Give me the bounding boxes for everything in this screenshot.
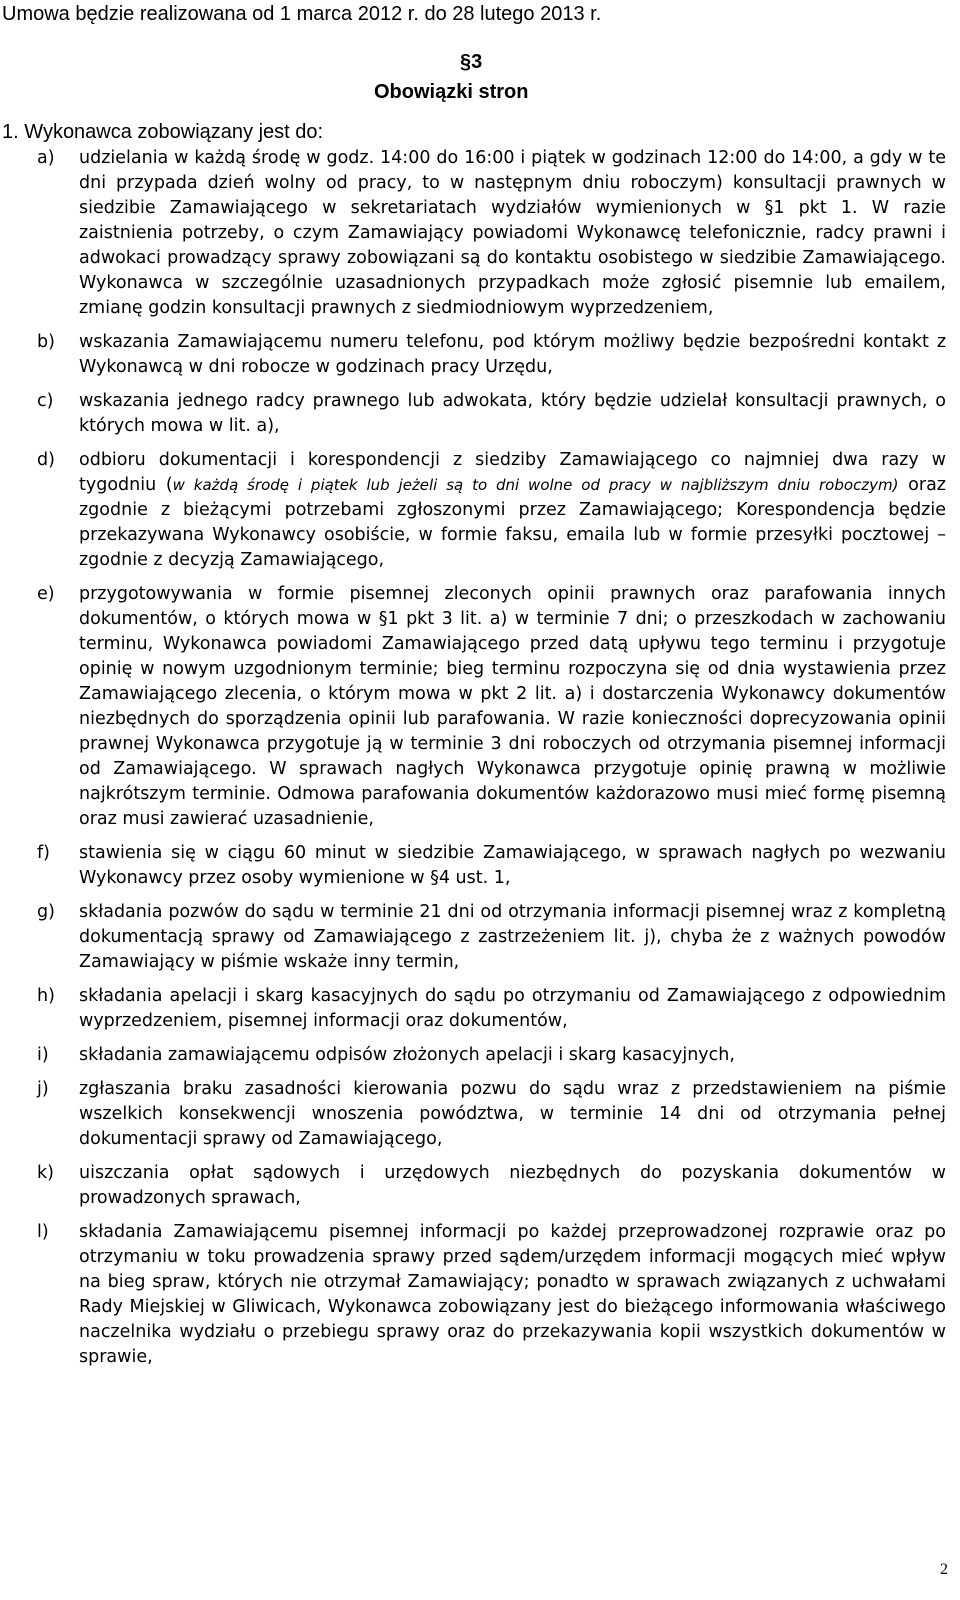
obligations-intro: 1. Wykonawca zobowiązany jest do: bbox=[2, 121, 324, 143]
list-item bbox=[0, 984, 946, 1034]
section-number: §3 bbox=[460, 51, 483, 73]
item-text-before: odbioru dokumentacji i korespondencji z siedziby Zamawiającego co najmniej dwa razy w tygodniu ( bbox=[79, 450, 946, 495]
item-letter: h) bbox=[37, 986, 55, 1006]
item-letter: g) bbox=[37, 902, 55, 922]
list-item bbox=[0, 146, 946, 321]
list-item bbox=[0, 900, 946, 975]
item-text: składania Zamawiającemu pisemnej informacji po każdej przeprowadzonej rozprawie oraz po otrzymaniu w toku prowadzenia sprawy przed sądem/urzędem informacji mogących mieć wpływ na bieg spraw, których nie otrzymał Zamawiający; ponadto w sprawach związanych z uchwałami Rady Miejskiej w Gliwicach, Wykonawca zobowiązany jest do bieżącego informowania właściwego naczelnika wydziału o przebiegu sprawy oraz do przekazywania kopii wszystkich dokumentów w sprawie, bbox=[79, 1222, 946, 1367]
item-text bbox=[79, 448, 946, 573]
item-text: stawienia się w ciągu 60 minut w siedzibie Zamawiającego, w sprawach nagłych po wezwaniu Wykonawcy przez osoby wymienione w §4 ust. 1, bbox=[79, 843, 946, 888]
item-text: zgłaszania braku zasadności kierowania pozwu do sądu wraz z przedstawieniem na piśmie wszelkich konsekwencji wnoszenia powództwa, w terminie 14 dni od otrzymania pełnej dokumentacji sprawy od Zamawiającego, bbox=[79, 1079, 946, 1149]
item-text: składania pozwów do sądu w terminie 21 dni od otrzymania informacji pisemnej wraz z kompletną dokumentacją sprawy od Zamawiającego z zastrzeżeniem lit. j), chyba że z ważnych powodów Zamawiający w piśmie wskaże inny termin, bbox=[79, 902, 946, 972]
list-item bbox=[0, 1043, 946, 1068]
section-title: Obowiązki stron bbox=[374, 81, 529, 103]
item-letter: a) bbox=[37, 148, 55, 168]
list-item bbox=[0, 582, 946, 832]
list-item bbox=[0, 1161, 946, 1211]
item-text: przygotowywania w formie pisemnej zleconych opinii prawnych oraz parafowania innych dokumentów, o których mowa w §1 pkt 3 lit. a) w terminie 7 dni; o przeszkodach w zachowaniu terminu, Wykonawca powiadomi Zamawiającego przed datą upływu tego terminu i przygotuje opinię w nowym uzgodnionym terminie; bieg terminu rozpoczyna się od dnia wystawienia przez Zamawiającego zlecenia, o którym mowa w pkt 2 lit. a) i dostarczenia Wykonawcy dokumentów niezbędnych do sporządzenia opinii lub parafowania. W razie konieczności doprecyzowania opinii prawnej Wykonawca przygotuje ją w terminie 3 dni roboczych od otrzymania pisemnej informacji od Zamawiającego. W sprawach nagłych Wykonawca przygotuje opinię prawną w możliwie najkrótszym terminie. Odmowa parafowania dokumentów każdorazowo musi mieć formę pisemną oraz musi zawierać uzasadnienie, bbox=[79, 584, 946, 829]
item-text-after: oraz zgodnie z bieżącymi potrzebami zgłoszonymi przez Zamawiającego; Korespondencja będzie przekazywana Wykonawcy osobiście, w formie faksu, emaila lub w formie przesyłki pocztowej – zgodnie z decyzją Zamawiającego, bbox=[79, 475, 946, 570]
page-number: 2 bbox=[940, 1561, 948, 1578]
item-letter: c) bbox=[37, 391, 54, 411]
item-letter: j) bbox=[37, 1079, 49, 1099]
list-item bbox=[0, 389, 946, 439]
item-letter: k) bbox=[37, 1163, 54, 1183]
item-text: składania apelacji i skarg kasacyjnych do sądu po otrzymaniu od Zamawiającego z odpowiednim wyprzedzeniem, pisemnej informacji oraz dokumentów, bbox=[79, 986, 946, 1031]
contract-period-line: Umowa będzie realizowana od 1 marca 2012 r. do 28 lutego 2013 r. bbox=[2, 3, 602, 25]
obligations-list bbox=[0, 146, 946, 1379]
list-item bbox=[0, 448, 946, 573]
item-text: składania zamawiającemu odpisów złożonych apelacji i skarg kasacyjnych, bbox=[79, 1045, 735, 1065]
item-letter: f) bbox=[37, 843, 50, 863]
item-letter: d) bbox=[37, 450, 55, 470]
item-letter: l) bbox=[37, 1222, 49, 1242]
list-item bbox=[0, 330, 946, 380]
item-text-italic: w każdą środę i piątek lub jeżeli są to dni wolne od pracy w najbliższym dniu roboczym) bbox=[172, 476, 899, 494]
item-text: udzielania w każdą środę w godz. 14:00 do 16:00 i piątek w godzinach 12:00 do 14:00, a gdy w te dni przypada dzień wolny od pracy, to w następnym dniu roboczym) konsultacji prawnych w siedzibie Zamawiającego w sekretariatach wydziałów wymienionych w §1 pkt 1. W razie zaistnienia potrzeby, o czym Zamawiający powiadomi Wykonawcę telefonicznie, radcy prawni i adwokaci prowadzący sprawy zobowiązani są do kontaktu osobistego w siedzibie Zamawiającego. Wykonawca w szczególnie uzasadnionych przypadkach może zgłosić pisemnie lub emailem, zmianę godzin konsultacji prawnych z siedmiodniowym wyprzedzeniem, bbox=[79, 148, 946, 318]
list-item bbox=[0, 1220, 946, 1370]
item-letter: e) bbox=[37, 584, 55, 604]
item-text: wskazania Zamawiającemu numeru telefonu, pod którym możliwy będzie bezpośredni kontakt z Wykonawcą w dni robocze w godzinach pracy Urzędu, bbox=[79, 332, 946, 377]
list-item bbox=[0, 841, 946, 891]
list-item bbox=[0, 1077, 946, 1152]
item-text: wskazania jednego radcy prawnego lub adwokata, który będzie udzielał konsultacji prawnych, o których mowa w lit. a), bbox=[79, 391, 946, 436]
item-letter: b) bbox=[37, 332, 55, 352]
item-text: uiszczania opłat sądowych i urzędowych niezbędnych do pozyskania dokumentów w prowadzonych sprawach, bbox=[79, 1163, 946, 1208]
item-letter: i) bbox=[37, 1045, 49, 1065]
